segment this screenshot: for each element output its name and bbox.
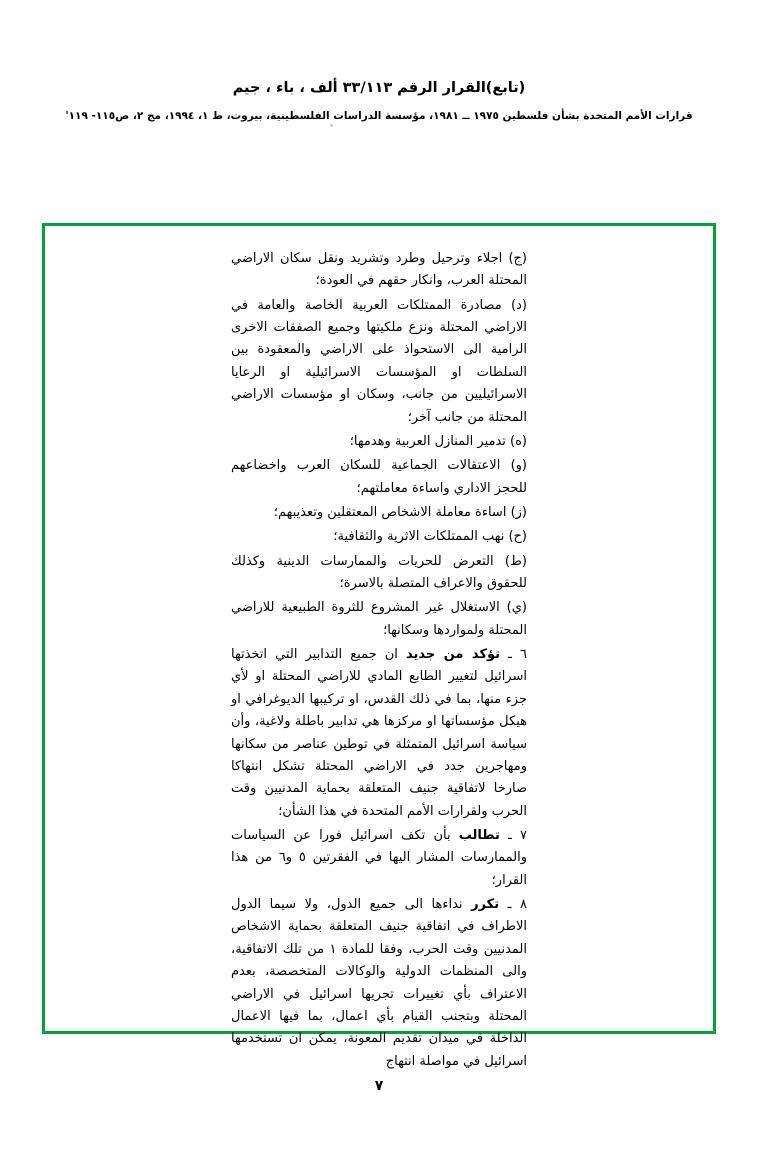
paragraph-d: (د) مصادرة الممتلكات العربية الخاصة والعامة في الاراضي المحتلة ونزع ملكيتها وجميع الصفقات الاخرى الرامية الى الاستحواذ على الاراضي والمعقودة بين السلطات او المؤسسات الاسرائيلية او الرعايا الاسرائيليين من جانب، وسكان او مؤسسات الاراضي المحتلة من جانب آخر؛ — [231, 297, 527, 425]
clause-6: ٦ ـ تؤكد من جديد ان جميع التدابير التي اتخذتها اسرائيل لتغيير الطابع المادي للاراضي المحتلة او لأي جزء منها، بما في ذلك القدس، او تركيبها الديوغرافي او هيكل مؤسساتها او مركزها هي تدابير باطلة ولاغية، وأن سياسة اسرائيل المتمثلة في توطين عناصر من سكانها ومهاجرين جدد في الاراضي المحتلة تشكل انتهاكا صارخا لاتفاقية جنيف المتعلقة بحماية المدنيين وقت الحرب ولقرارات الأمم المتحدة في هذا الشأن؛ — [231, 647, 528, 819]
content-frame-border — [42, 223, 716, 1069]
page-number: ٧ — [374, 1078, 384, 1094]
document-header — [0, 78, 758, 125]
paragraph-w: (و) الاعتقالات الجماعية للسكان العرب واخضاعهم للحجز الاداري واساءة معاملتهم؛ — [231, 458, 527, 496]
document-page — [0, 78, 758, 1156]
document-source-citation: قرارات الأمم المتحدة بشأن فلسطين ١٩٧٥ ــ ١٩٨١، مؤسسة الدراسات الفلسطينية، بيروت، ط ١، ١٩٩٤، مج ٢، ص١١٥- ١١٩' — [65, 109, 693, 122]
paragraph-z: (ز) اساءة معاملة الاشخاص المعتقلين وتعذيبهم؛ — [273, 504, 527, 520]
paragraph-hh: (ح) نهب الممتلكات الاثرية والثقافية؛ — [333, 529, 527, 545]
paragraph-t: (ط) التعرض للحريات والممارسات الدينية وكذلك للحقوق والاعراف المتصلة بالاسرة؛ — [231, 553, 527, 592]
paragraph-j: (ج) اجلاء وترحيل وطرد وتشريد ونقل سكان الاراضي المحتلة العرب، وانكار حقهم في العودة؛ — [231, 251, 527, 289]
paragraph-y: (ي) الاستغلال غير المشروع للثروة الطبيعية للاراضي المحتلة ولمواردها وسكانها؛ — [231, 600, 527, 638]
clause-7: ٧ ـ تطالب بأن تكف اسرائيل فورا عن السياسات والممارسات المشار اليها في الفقرتين ٥ و٦ من هذا القرار؛ — [231, 827, 527, 888]
clause-8: ٨ ـ تكرر نداءها الى جميع الدول، ولا سيما الدول الاطراف في اتفاقية جنيف المتعلقة بحماية الاشخاص المدنيين وقت الحرب، وفقا للمادة ١ من تلك الاتفاقية، والى المنظمات الدولية والوكالات المتخصصة، بعدم الاعتراف بأي تغييرات تجريها اسرائيل في الاراضي المحتلة وبتجنب القيام بأي اعمال، بما فيها الاعمال الداخلة في ميدان تقديم المعونة، يمكن ان تستخدمها اسرائيل في مواصلة انتهاج — [231, 897, 527, 1069]
page-title: (تابع)القرار الرقم ٣٣/١١٣ ألف ، باء ، جيم — [232, 80, 526, 96]
paragraph-h: (ه) تدمير المنازل العربية وهدمها؛ — [349, 433, 527, 449]
page-artifact-dot — [330, 124, 333, 127]
document-body — [231, 248, 528, 1069]
